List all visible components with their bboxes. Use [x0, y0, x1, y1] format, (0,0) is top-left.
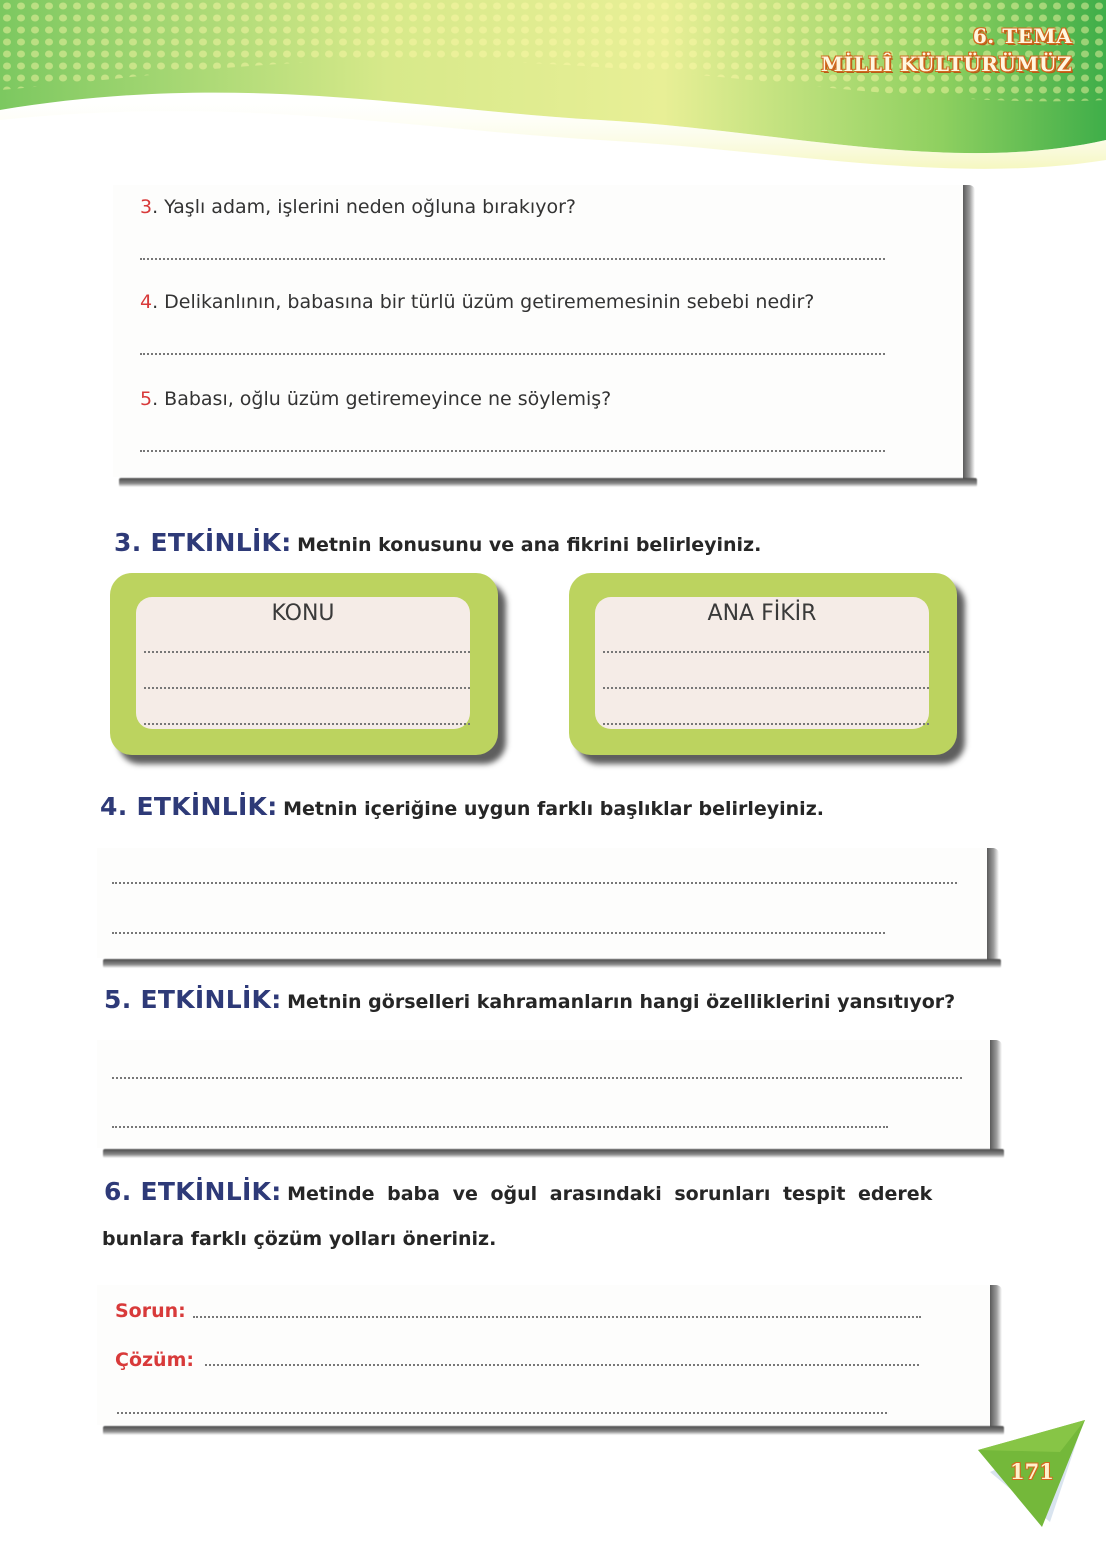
answer-line[interactable]: [603, 723, 929, 725]
answer-line[interactable]: [144, 723, 470, 725]
konu-title: KONU: [271, 601, 335, 626]
ana-fikir-box: [569, 573, 957, 755]
cozum-label: Çözüm:: [115, 1349, 194, 1371]
page-number-badge: [970, 1412, 1090, 1532]
activity-label: 5. ETKİNLİK:: [104, 985, 282, 1014]
activity-instruction: Metinde baba ve oğul arasındaki sorunları tespit ederek: [287, 1183, 933, 1205]
activity-4-answer-card: [97, 848, 987, 958]
answer-line[interactable]: [144, 651, 470, 653]
activity-6-title: [104, 1177, 932, 1206]
question-text: . Yaşlı adam, işlerini neden oğluna bırakıyor?: [152, 196, 576, 218]
answer-line[interactable]: [603, 651, 929, 653]
activity-label: 6. ETKİNLİK:: [104, 1177, 282, 1206]
ana-fikir-title: ANA FİKİR: [707, 601, 817, 626]
activity-label: 4. ETKİNLİK:: [100, 792, 278, 821]
theme-name: MİLLÎ KÜLTÜRÜMÜZ: [820, 52, 1072, 76]
question-4: [140, 291, 814, 313]
paper-curl: [963, 185, 975, 481]
answer-line[interactable]: [112, 1126, 888, 1128]
theme-number: 6. TEMA: [972, 24, 1072, 48]
sorun-answer-line[interactable]: [193, 1316, 921, 1318]
question-text: . Delikanlının, babasına bir türlü üzüm getirememesinin sebebi nedir?: [152, 291, 815, 313]
question-3: [140, 196, 576, 218]
sorun-label: Sorun:: [115, 1300, 186, 1322]
ana-fikir-box-inner: [595, 597, 929, 729]
activity-5-title: [104, 985, 955, 1014]
answer-line[interactable]: [603, 687, 929, 689]
activity-4-title: [100, 792, 824, 821]
theme-title: [821, 22, 1072, 78]
question-5: [140, 388, 611, 410]
activity-6-instruction-continued: bunlara farklı çözüm yolları öneriniz.: [102, 1228, 497, 1250]
question-text: . Babası, oğlu üzüm getiremeyince ne söylemiş?: [152, 388, 612, 410]
question-number: 3: [140, 196, 153, 218]
paper-curl: [990, 1040, 1002, 1152]
answer-line[interactable]: [144, 687, 470, 689]
page-number: 171: [1010, 1459, 1054, 1484]
activity-instruction: Metnin içeriğine uygun farklı başlıklar belirleyiniz.: [283, 798, 824, 820]
answer-line[interactable]: [140, 258, 885, 260]
activity-3-title: [114, 528, 761, 557]
activity-5-answer-card: [97, 1040, 990, 1148]
konu-box-inner: [136, 597, 470, 729]
answer-line[interactable]: [140, 353, 885, 355]
activity-6-answer-card: [97, 1285, 990, 1425]
answer-line[interactable]: [112, 1077, 962, 1079]
question-number: 5: [140, 388, 153, 410]
cozum-answer-line[interactable]: [205, 1364, 919, 1366]
question-number: 4: [140, 291, 153, 313]
answer-line[interactable]: [112, 932, 885, 934]
paper-curl: [987, 848, 999, 962]
questions-card: [113, 185, 963, 477]
theme-banner: [0, 0, 1106, 175]
answer-line[interactable]: [117, 1412, 887, 1414]
answer-line[interactable]: [112, 882, 957, 884]
activity-instruction: Metnin konusunu ve ana fikrini belirleyiniz.: [297, 534, 762, 556]
answer-line[interactable]: [140, 450, 885, 452]
activity-label: 3. ETKİNLİK:: [114, 528, 292, 557]
paper-curl: [990, 1285, 1002, 1429]
activity-instruction: Metnin görselleri kahramanların hangi özelliklerini yansıtıyor?: [287, 991, 956, 1013]
konu-box: [110, 573, 498, 755]
